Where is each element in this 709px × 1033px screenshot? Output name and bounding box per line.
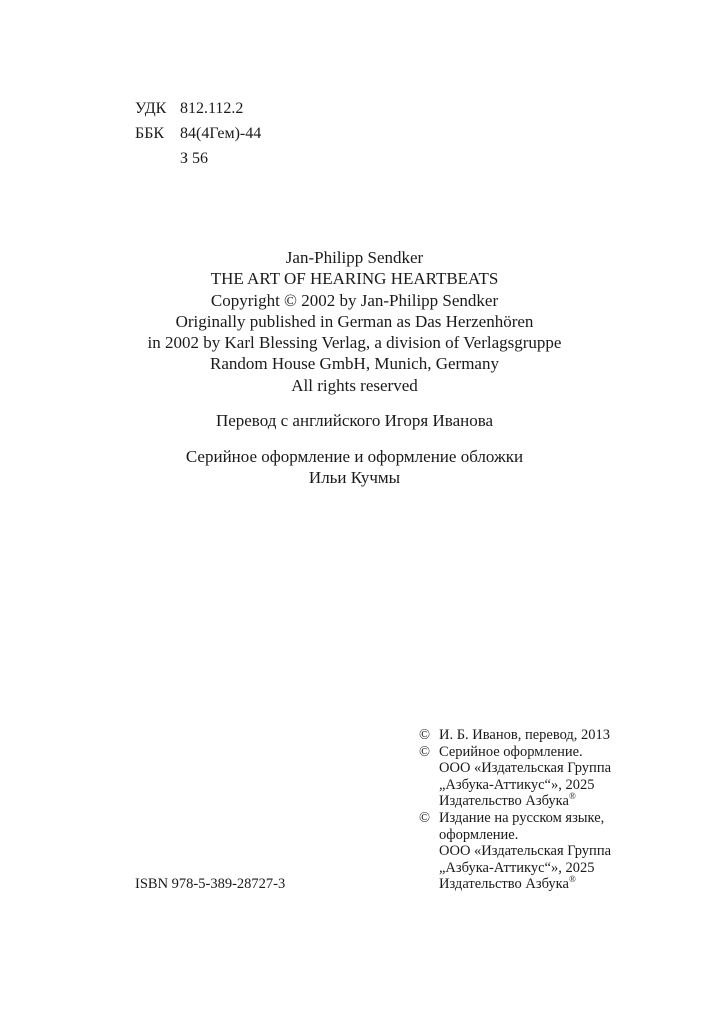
author-mark: З 56 — [180, 150, 209, 167]
udk-label: УДК — [135, 100, 167, 117]
imprint-name: Издательство Азбука® — [439, 874, 576, 893]
copyright-item-series-design — [419, 744, 699, 810]
bbk-value: 84(4Гем)-44 — [180, 125, 262, 142]
copyright-item-translation — [419, 727, 699, 744]
translator-credit: Перевод с английского Игоря Иванова — [215, 411, 494, 430]
udk-row — [135, 96, 261, 121]
copyright-item-text: Издание на русском языке, — [439, 809, 605, 826]
copyright-line: Copyright © 2002 by Jan-Philipp Sendker — [210, 290, 499, 310]
copyright-symbol: © — [419, 809, 431, 826]
rights-line: All rights reserved — [291, 375, 418, 395]
publisher-line: in 2002 by Karl Blessing Verlag, a division of Verlagsgruppe — [147, 333, 562, 353]
copyright-item-text: Серийное оформление. — [439, 743, 583, 760]
original-title: THE ART OF HEARING HEARTBEATS — [210, 269, 499, 289]
publisher-name-cont: „Азбука-Аттикус“», 2025 — [439, 859, 595, 876]
copyright-item-text: И. Б. Иванов, перевод, 2013 — [439, 727, 611, 743]
registered-mark: ® — [568, 791, 576, 802]
author-name: Jan-Philipp Sendker — [285, 248, 424, 267]
publisher-name-cont: „Азбука-Аттикус“», 2025 — [439, 776, 595, 793]
copyright-notices — [419, 727, 699, 893]
publisher-name: ООО «Издательская Группа — [439, 760, 612, 777]
bbk-label: ББК — [135, 125, 165, 142]
publication-line: Originally published in German as Das Herzenhören — [175, 311, 534, 331]
author-mark-row — [135, 146, 261, 171]
copyright-item-russian-edition — [419, 810, 699, 893]
design-credit-line2: Ильи Кучмы — [308, 468, 401, 487]
publisher-location-line: Random House GmbH, Munich, Germany — [210, 354, 499, 374]
isbn: ISBN 978-5-389-28727-3 — [135, 876, 286, 892]
bbk-row — [135, 121, 261, 146]
design-credit — [0, 446, 709, 488]
original-credits — [0, 247, 709, 396]
copyright-symbol: © — [419, 727, 431, 743]
imprint-name: Издательство Азбука® — [439, 791, 576, 810]
udk-value: 812.112.2 — [180, 100, 244, 117]
design-credit-line1: Серийное оформление и оформление обложки — [185, 447, 524, 466]
copyright-item-text-cont: оформление. — [439, 826, 519, 843]
registered-mark: ® — [568, 874, 576, 885]
classification-block — [135, 96, 261, 171]
publisher-name: ООО «Издательская Группа — [439, 843, 612, 860]
copyright-symbol: © — [419, 743, 431, 760]
